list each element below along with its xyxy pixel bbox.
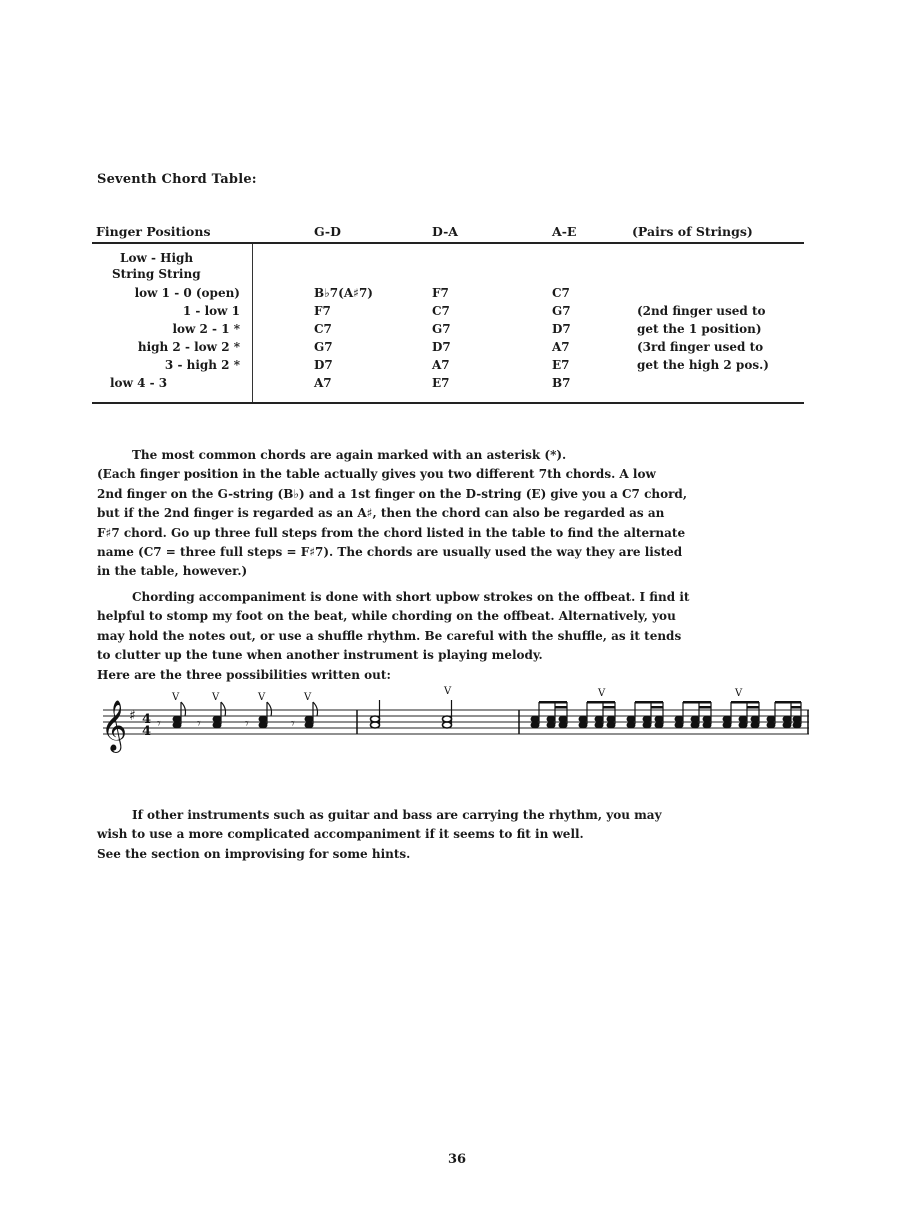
measure-1 [157, 692, 318, 732]
table-row [92, 376, 804, 392]
header-g-d: G-D [314, 224, 341, 239]
cell-d-a: G7 [432, 322, 451, 336]
table-row [92, 286, 804, 302]
shuffle-group [579, 688, 615, 728]
upbow-icon: V [304, 692, 312, 703]
table-header-row [92, 224, 804, 242]
table-row [92, 358, 804, 374]
paragraph-other-instruments [97, 806, 797, 864]
cell-a-e: A7 [552, 340, 570, 354]
page-number: 36 [448, 1152, 467, 1167]
text-line: (Each finger position in the table actually gives you two different 7th chords. A low [97, 467, 656, 482]
header-d-a: D-A [432, 224, 458, 239]
seventh-chord-table [92, 224, 804, 407]
shuffle-group [675, 701, 711, 728]
table-row [92, 340, 804, 356]
text-line: name (C7 = three full steps = F♯7). The chords are usually used the way they are listed [97, 545, 683, 560]
cell-a-e: E7 [552, 358, 570, 372]
table-top-rule [92, 242, 804, 244]
staff-lines [103, 710, 809, 734]
paragraph-chord-notes [97, 446, 797, 582]
cell-note: get the 1 position) [637, 322, 762, 336]
cell-d-a: D7 [432, 340, 451, 354]
text-line: Here are the three possibilities written out: [97, 667, 391, 682]
upbow-icon: V [172, 692, 180, 703]
shuffle-group [627, 701, 663, 728]
shuffle-group [531, 701, 567, 728]
subheader-string-string: String String [112, 267, 201, 281]
cell-position: low 1 - 0 (open) [134, 286, 240, 300]
cell-g-d: B♭7(A♯7) [314, 286, 373, 300]
cell-note: (3rd finger used to [637, 340, 764, 354]
cell-g-d: G7 [314, 340, 333, 354]
text-line: The most common chords are again marked with an asterisk (*). [132, 448, 567, 462]
cell-d-a: E7 [432, 376, 450, 390]
cell-a-e: G7 [552, 304, 571, 318]
header-finger-positions: Finger Positions [96, 224, 211, 239]
upbow-icon: V [735, 688, 743, 699]
cell-d-a: A7 [432, 358, 450, 372]
upbow-icon: V [258, 692, 266, 703]
time-signature-bottom: 4 [142, 724, 152, 739]
text-line: in the table, however.) [97, 564, 248, 579]
upbow-icon: V [444, 686, 452, 697]
text-line: but if the 2nd finger is regarded as an A♯, then the chord can also be regarded as an [97, 506, 665, 521]
cell-g-d: A7 [314, 376, 332, 390]
music-staff [95, 680, 815, 760]
text-line: may hold the notes out, or use a shuffle rhythm. Be careful with the shuffle, as it tends [97, 628, 682, 643]
upbow-icon: V [598, 688, 606, 699]
text-line: F♯7 chord. Go up three full steps from the chord listed in the table to find the alternate [97, 525, 686, 540]
cell-a-e: D7 [552, 322, 571, 336]
cell-position: high 2 - low 2 * [137, 340, 240, 354]
subheader-low-high: Low - High [120, 251, 194, 265]
cell-d-a: F7 [432, 286, 449, 300]
cell-g-d: C7 [314, 322, 332, 336]
shuffle-group [723, 688, 759, 728]
cell-g-d: F7 [314, 304, 331, 318]
text-line: See the section on improvising for some hints. [97, 846, 411, 861]
cell-a-e: C7 [552, 286, 570, 300]
table-bottom-rule [92, 402, 804, 404]
table-row [92, 322, 804, 338]
eighth-rest-icon: 𝄾 [291, 716, 295, 732]
section-heading: Seventh Chord Table: [97, 172, 257, 187]
shuffle-group [767, 701, 801, 728]
treble-clef-icon: 𝄞 [101, 700, 128, 751]
text-line: Chording accompaniment is done with short upbow strokes on the offbeat. I find it [132, 590, 690, 604]
cell-d-a: C7 [432, 304, 450, 318]
header-a-e: A-E [552, 224, 577, 239]
text-line: to clutter up the tune when another instrument is playing melody. [97, 648, 543, 663]
eighth-rest-icon: 𝄾 [245, 716, 249, 732]
cell-a-e: B7 [552, 376, 571, 390]
cell-position: low 4 - 3 [110, 376, 168, 390]
sharp-icon: ♯ [129, 708, 136, 724]
cell-note: get the high 2 pos.) [637, 358, 769, 372]
text-line: 2nd finger on the G-string (B♭) and a 1st finger on the D-string (E) give you a C7 chord, [97, 486, 688, 501]
paragraph-accompaniment [97, 588, 797, 685]
upbow-icon: V [212, 692, 220, 703]
eighth-rest-icon: 𝄾 [197, 716, 201, 732]
cell-position: low 2 - 1 * [172, 322, 240, 336]
cell-g-d: D7 [314, 358, 333, 372]
cell-note: (2nd finger used to [637, 304, 766, 318]
time-signature-top: 4 [142, 712, 152, 727]
table-row [92, 304, 804, 320]
text-line: wish to use a more complicated accompaniment if it seems to fit in well. [97, 827, 584, 842]
text-line: helpful to stomp my foot on the beat, while chording on the offbeat. Alternatively, you [97, 609, 676, 624]
cell-position: 3 - high 2 * [164, 358, 240, 372]
text-line: If other instruments such as guitar and bass are carrying the rhythm, you may [132, 808, 662, 822]
header-pairs-of-strings: (Pairs of Strings) [632, 224, 753, 239]
eighth-rest-icon: 𝄾 [157, 716, 161, 732]
cell-position: 1 - low 1 [182, 304, 240, 318]
